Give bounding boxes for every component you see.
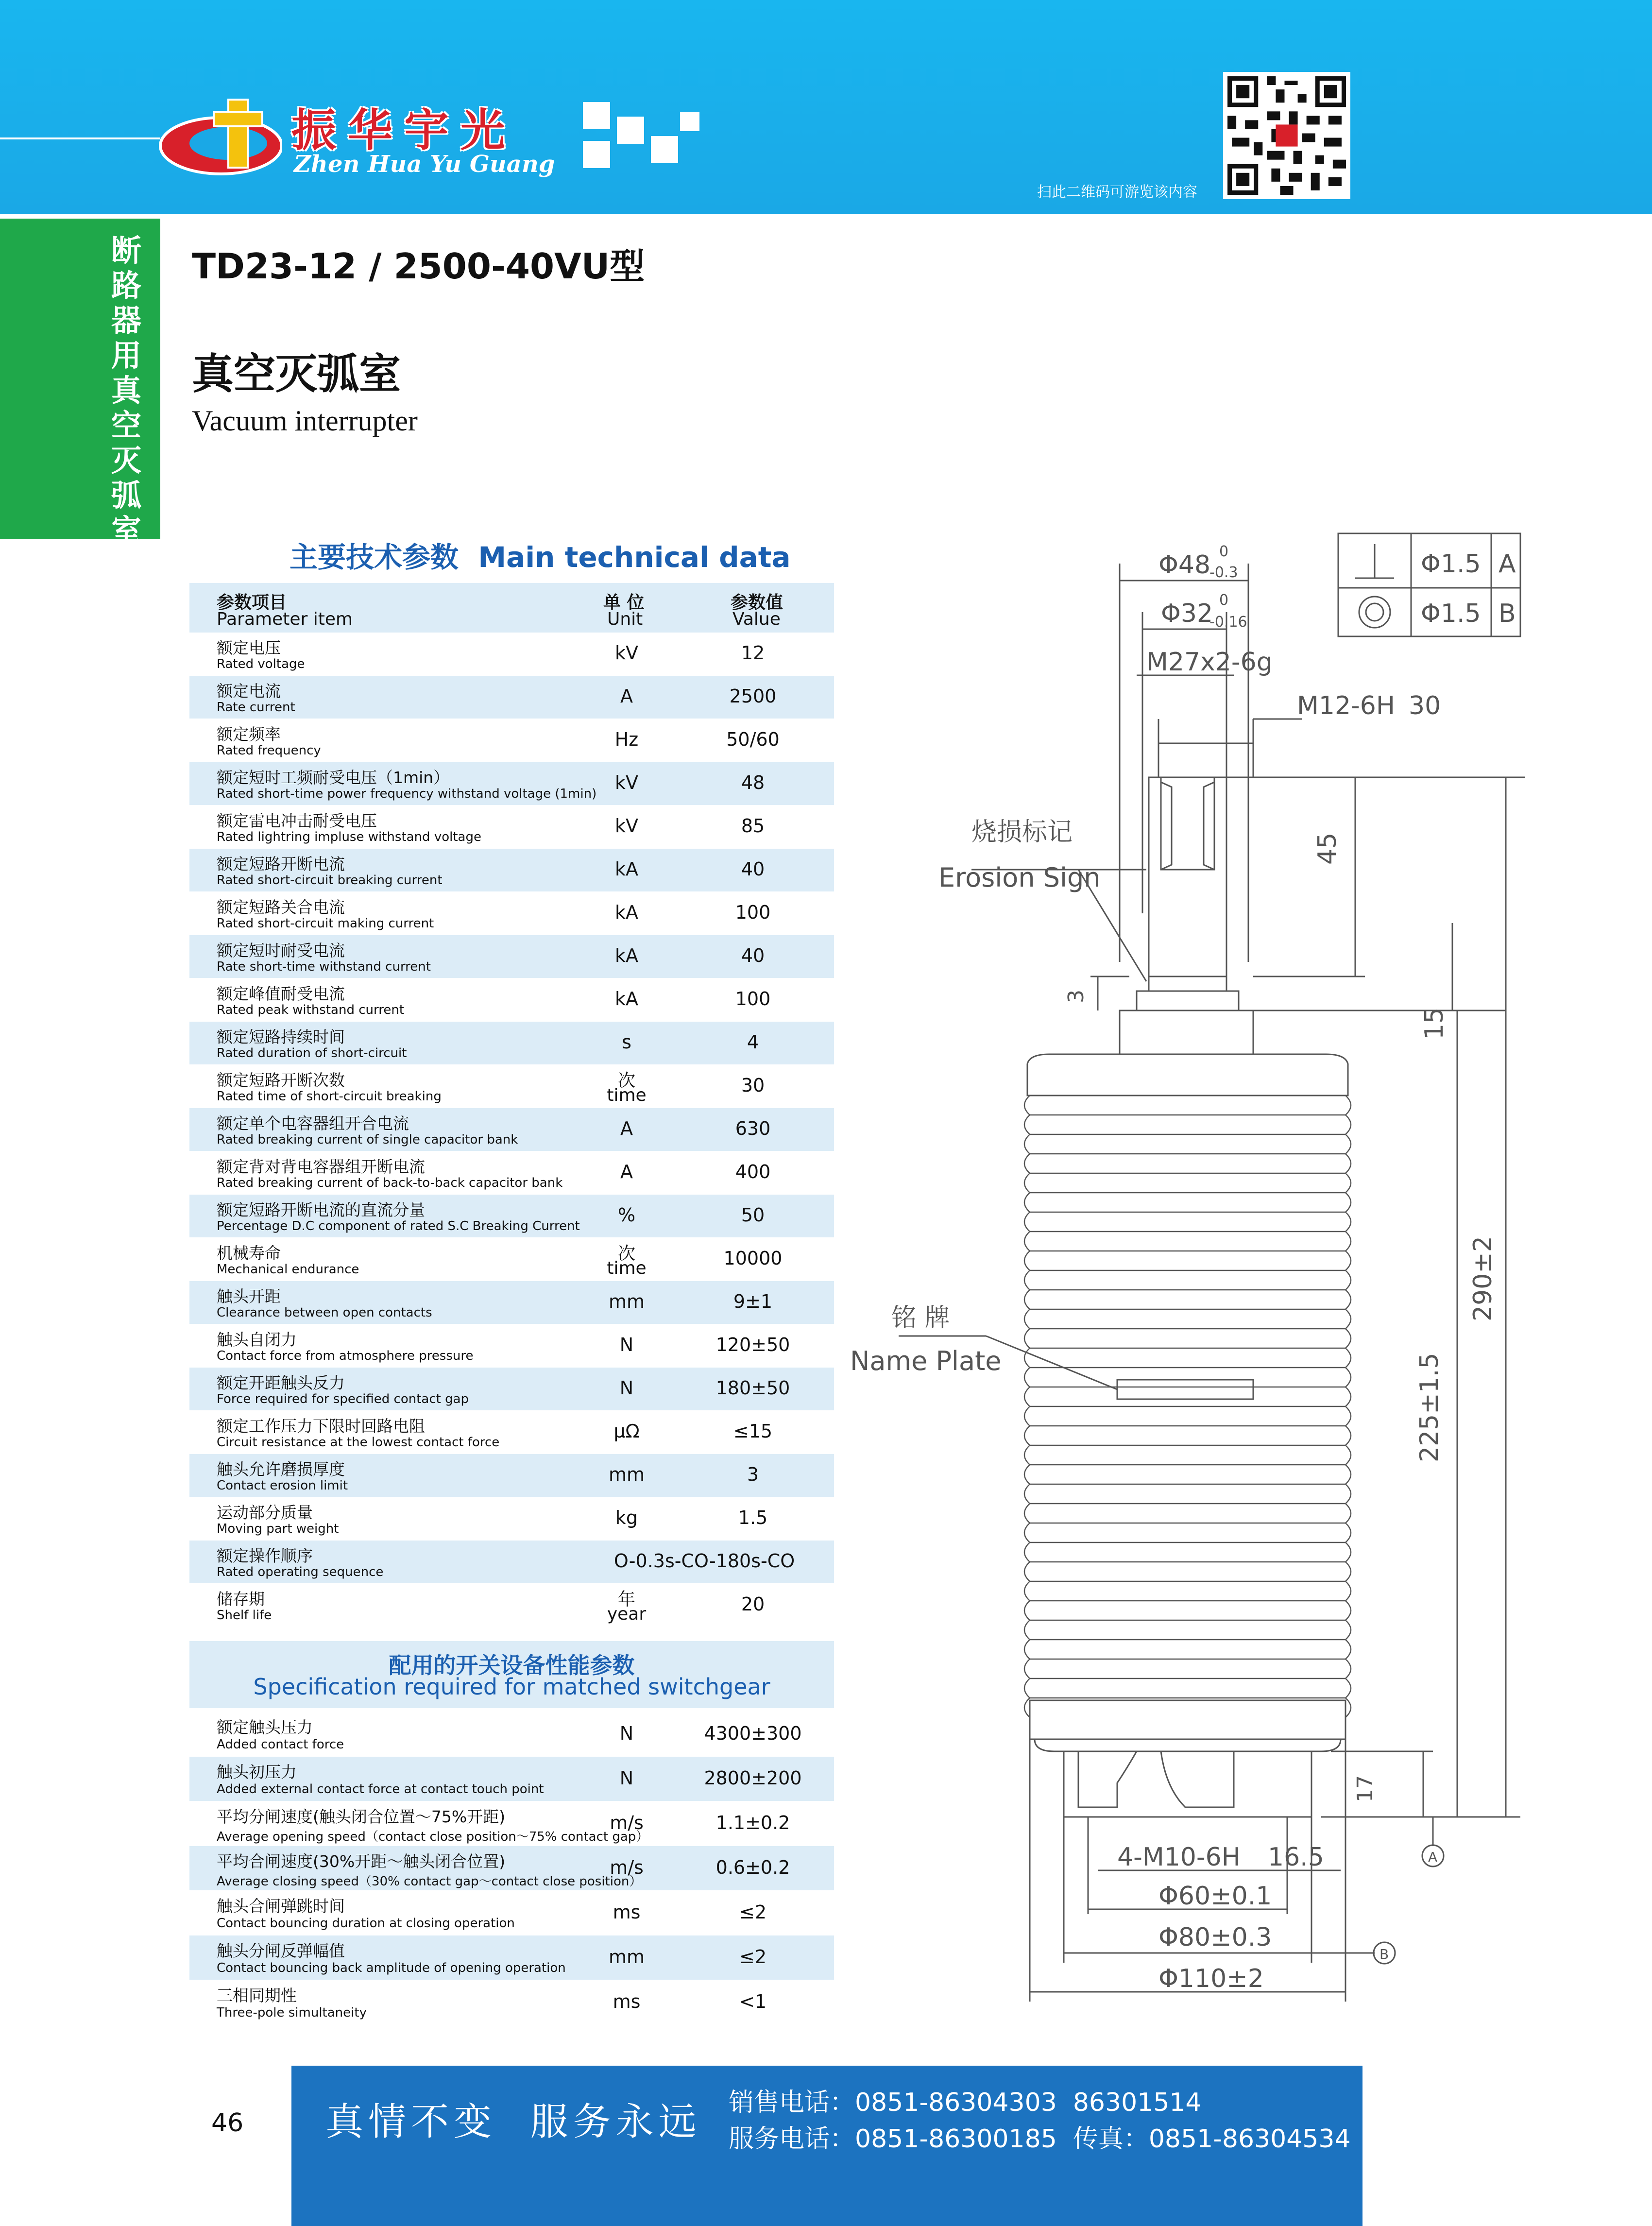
param-name-cn: 运动部分质量 bbox=[217, 1503, 313, 1522]
param-value: ≤15 bbox=[733, 1421, 773, 1442]
param-name-en: Moving part weight bbox=[217, 1522, 339, 1536]
dim-d48-tol-upper: 0 bbox=[1219, 543, 1229, 560]
param-name-en: Rated duration of short-circuit bbox=[217, 1046, 407, 1061]
param-value: 1.1±0.2 bbox=[715, 1812, 790, 1833]
param-name-en: Average closing speed（30% contact gap～contact close position） bbox=[217, 1874, 642, 1889]
param-unit: mm bbox=[608, 1464, 645, 1485]
erosion-sign-label-cn: 烧损标记 bbox=[971, 818, 1073, 847]
param-value: 180±50 bbox=[715, 1377, 790, 1399]
dim-d48: Φ48 bbox=[1158, 550, 1211, 580]
param-value: 400 bbox=[735, 1161, 771, 1182]
dim-d80: Φ80±0.3 bbox=[1158, 1923, 1272, 1952]
switchgear-spec-heading-en: Specification required for matched switchgear bbox=[253, 1674, 770, 1700]
param-unit: N bbox=[619, 1334, 634, 1355]
dim-15: 15 bbox=[1420, 1007, 1449, 1040]
param-name-cn: 储存期 bbox=[217, 1590, 265, 1609]
param-value: 12 bbox=[741, 642, 765, 664]
dim-45: 45 bbox=[1313, 832, 1342, 865]
table-row bbox=[189, 1497, 834, 1540]
table-row bbox=[189, 1801, 834, 1846]
param-name-en: Rated operating sequence bbox=[217, 1565, 384, 1579]
tech-data-table bbox=[189, 583, 834, 1624]
param-name-en: Rated lightring impluse withstand voltage bbox=[217, 830, 481, 844]
param-value: 9±1 bbox=[733, 1291, 773, 1312]
param-unit: A bbox=[620, 1161, 633, 1182]
table-row bbox=[189, 978, 834, 1021]
param-value: 4 bbox=[747, 1031, 759, 1053]
param-value: 1.5 bbox=[738, 1507, 768, 1528]
threaded-hole bbox=[1161, 777, 1214, 870]
param-name-cn: 额定短路开断电流的直流分量 bbox=[217, 1200, 425, 1219]
param-name-en: Three-pole simultaneity bbox=[217, 2005, 367, 2020]
param-name-cn: 触头允许磨损厚度 bbox=[217, 1460, 345, 1479]
name-plate-label-cn: 铭 牌 bbox=[891, 1303, 950, 1333]
param-name-cn: 额定短路关合电流 bbox=[217, 898, 345, 917]
product-title-en: Vacuum interrupter bbox=[192, 405, 418, 437]
param-name-en: Mechanical endurance bbox=[217, 1262, 359, 1277]
param-unit: kA bbox=[614, 858, 638, 880]
param-value: 30 bbox=[741, 1075, 765, 1096]
dim-225: 225±1.5 bbox=[1415, 1353, 1444, 1462]
table-row bbox=[189, 1281, 834, 1324]
table-row bbox=[189, 1368, 834, 1410]
param-name-en: Average opening speed（contact close position～75% contact gap） bbox=[217, 1829, 649, 1844]
tol-flatness-value: Φ1.5 bbox=[1421, 549, 1481, 579]
param-unit: m/s bbox=[610, 1856, 644, 1878]
param-value: 50 bbox=[741, 1204, 765, 1226]
param-unit: N bbox=[619, 1722, 634, 1744]
param-name-cn: 三相同期性 bbox=[217, 1986, 297, 2005]
decor-squares bbox=[583, 102, 709, 180]
dim-m10: 4-M10-6H bbox=[1117, 1843, 1241, 1872]
param-value: ≤2 bbox=[739, 1901, 767, 1923]
header-unit-cn: 单 位 bbox=[603, 593, 645, 613]
param-name-en: Circuit resistance at the lowest contact force bbox=[217, 1435, 500, 1450]
param-value: 2500 bbox=[729, 685, 777, 707]
param-name-cn: 额定电流 bbox=[217, 682, 281, 701]
param-unit-en: time bbox=[607, 1085, 647, 1105]
table-header-row bbox=[189, 583, 834, 633]
param-value: 20 bbox=[741, 1593, 765, 1615]
param-value: 2800±200 bbox=[704, 1767, 802, 1789]
param-name-cn: 额定单个电容器组开合电流 bbox=[217, 1114, 409, 1133]
param-unit: 次 bbox=[617, 1071, 635, 1091]
header-rule bbox=[0, 137, 160, 139]
param-unit-en: year bbox=[607, 1604, 647, 1624]
dim-d32: Φ32 bbox=[1161, 599, 1213, 628]
header-param-cn: 参数项目 bbox=[217, 593, 287, 613]
param-name-en: Contact erosion limit bbox=[217, 1478, 348, 1493]
param-name-cn: 额定开距触头反力 bbox=[217, 1373, 345, 1392]
qr-code-icon[interactable] bbox=[1223, 72, 1350, 199]
dim-17: 17 bbox=[1353, 1775, 1378, 1802]
sales-phone: 销售电话：0851-86304303 86301514 bbox=[729, 2088, 1202, 2117]
param-name-cn: 额定操作顺序 bbox=[217, 1546, 313, 1565]
param-name-en: Rated voltage bbox=[217, 657, 305, 671]
param-unit: kV bbox=[614, 642, 638, 664]
param-unit: kA bbox=[614, 945, 638, 966]
table-row bbox=[189, 1935, 834, 1980]
tol-coax-value: Φ1.5 bbox=[1421, 599, 1481, 628]
param-unit: kA bbox=[614, 902, 638, 923]
table-row bbox=[189, 935, 834, 978]
param-unit: 次 bbox=[617, 1244, 635, 1264]
param-name-en: Shelf life bbox=[217, 1608, 272, 1623]
tol-coax-datum: B bbox=[1499, 599, 1516, 628]
param-unit: N bbox=[619, 1377, 634, 1399]
param-value: 85 bbox=[741, 815, 765, 837]
param-value: 40 bbox=[741, 945, 765, 966]
dim-3: 3 bbox=[1064, 990, 1089, 1003]
param-name-cn: 平均分闸速度(触头闭合位置～75%开距) bbox=[217, 1807, 506, 1826]
param-value: 50/60 bbox=[726, 729, 780, 750]
table-row bbox=[189, 1065, 834, 1108]
param-name-cn: 触头开距 bbox=[217, 1287, 281, 1306]
param-name-cn: 机械寿命 bbox=[217, 1244, 281, 1263]
param-unit: μΩ bbox=[613, 1421, 640, 1442]
table-row bbox=[189, 1108, 834, 1151]
footer-slogan: 真情不变 服务永远 bbox=[325, 2100, 701, 2144]
param-name-en: Rated time of short-circuit breaking bbox=[217, 1089, 442, 1104]
param-name-en: Added contact force bbox=[217, 1737, 344, 1752]
param-name-cn: 额定电压 bbox=[217, 638, 281, 657]
page-number: 46 bbox=[211, 2108, 244, 2138]
lower-cover bbox=[1030, 1700, 1345, 1739]
param-unit: ms bbox=[613, 1901, 641, 1923]
param-name-en: Force required for specified contact gap bbox=[217, 1392, 469, 1406]
header-param-en: Parameter item bbox=[217, 609, 353, 629]
table-row bbox=[189, 1584, 834, 1627]
table-row bbox=[189, 676, 834, 719]
param-name-en: Rated short-circuit making current bbox=[217, 916, 434, 931]
table-row bbox=[189, 1022, 834, 1064]
datum-b-marker: B bbox=[1380, 1946, 1389, 1962]
param-unit: m/s bbox=[610, 1812, 644, 1833]
param-name-en: Rate current bbox=[217, 700, 295, 715]
param-unit: A bbox=[620, 1118, 633, 1139]
param-name-en: Rated frequency bbox=[217, 743, 321, 758]
dim-m12-depth: 30 bbox=[1409, 691, 1441, 720]
dim-m27: M27x2-6g bbox=[1146, 648, 1273, 677]
param-name-cn: 额定工作压力下限时回路电阻 bbox=[217, 1417, 425, 1436]
param-name-cn: 触头合闸弹跳时间 bbox=[217, 1897, 345, 1916]
param-unit: kV bbox=[614, 815, 638, 837]
param-name-en: Rated peak withstand current bbox=[217, 1003, 405, 1017]
table-row bbox=[189, 892, 834, 935]
model-number: TD23-12 / 2500-40VU型 bbox=[192, 246, 645, 287]
param-name-en: Rated short-time power frequency withstand voltage (1min) bbox=[217, 787, 597, 801]
dim-d60: Φ60±0.1 bbox=[1158, 1882, 1272, 1911]
param-name-en: Rated breaking current of back-to-back capacitor bank bbox=[217, 1176, 563, 1190]
param-name-cn: 触头分闸反弹幅值 bbox=[217, 1941, 345, 1960]
name-plate-label-en: Name Plate bbox=[850, 1346, 1002, 1376]
param-value: 48 bbox=[741, 772, 765, 793]
param-name-cn: 触头自闭力 bbox=[217, 1330, 297, 1349]
param-name-en: Contact force from atmosphere pressure bbox=[217, 1349, 474, 1363]
param-value: ≤2 bbox=[739, 1946, 767, 1968]
param-name-en: Added external contact force at contact touch point bbox=[217, 1781, 544, 1797]
table-row bbox=[189, 1846, 834, 1890]
table-row bbox=[189, 1324, 834, 1367]
param-name-cn: 额定触头压力 bbox=[217, 1718, 313, 1737]
switchgear-spec-heading-cn: 配用的开关设备性能参数 bbox=[389, 1652, 635, 1678]
erosion-sign-label-en: Erosion Sign bbox=[938, 862, 1101, 893]
param-unit: % bbox=[617, 1204, 636, 1226]
table-row bbox=[189, 805, 834, 848]
table-row bbox=[189, 1238, 834, 1281]
service-phone: 服务电话：0851-86300185 传真：0851-86304534 bbox=[729, 2124, 1351, 2154]
param-value: 0.6±0.2 bbox=[715, 1856, 790, 1878]
param-value: 4300±300 bbox=[704, 1722, 802, 1744]
param-name-en: Contact bouncing back amplitude of opening operation bbox=[217, 1960, 566, 1975]
dim-m12: M12-6H bbox=[1297, 691, 1395, 720]
dim-d48-tol-lower: -0.3 bbox=[1209, 564, 1238, 581]
qr-caption: 扫此二维码可游览该内容 bbox=[1037, 184, 1197, 201]
param-value: 40 bbox=[741, 858, 765, 880]
param-name-cn: 额定背对背电容器组开断电流 bbox=[217, 1157, 425, 1176]
param-name-cn: 额定短路持续时间 bbox=[217, 1027, 345, 1046]
param-name-en: Percentage D.C component of rated S.C Breaking Current bbox=[217, 1219, 580, 1233]
param-value: 100 bbox=[735, 988, 771, 1010]
interrupter-dimension-drawing bbox=[826, 525, 1652, 2021]
table-row bbox=[189, 1891, 834, 1935]
param-unit-en: time bbox=[607, 1258, 647, 1278]
product-title-cn: 真空灭弧室 bbox=[192, 350, 401, 398]
param-name-cn: 触头初压力 bbox=[217, 1763, 297, 1781]
param-unit: N bbox=[619, 1767, 634, 1789]
param-value: O-0.3s-CO-180s-CO bbox=[613, 1550, 795, 1572]
upper-cover bbox=[1027, 1054, 1348, 1096]
param-name-cn: 额定短路开断电流 bbox=[217, 855, 345, 873]
param-unit: mm bbox=[608, 1291, 645, 1312]
param-unit: s bbox=[622, 1031, 631, 1053]
switchgear-spec-table bbox=[189, 1712, 834, 2023]
category-side-tab-label: 断路器用真空灭弧室 bbox=[111, 233, 141, 548]
dim-d110: Φ110±2 bbox=[1158, 1964, 1264, 1993]
param-name-en: Rate short-time withstand current bbox=[217, 959, 431, 974]
param-name-cn: 额定短时耐受电流 bbox=[217, 941, 345, 960]
brand-logo-icon bbox=[155, 92, 282, 185]
param-name-cn: 额定短路开断次数 bbox=[217, 1071, 345, 1090]
param-name-en: Rated breaking current of single capacitor bank bbox=[217, 1132, 518, 1147]
param-value: 120±50 bbox=[715, 1334, 790, 1355]
table-row bbox=[189, 762, 834, 805]
param-unit: kA bbox=[614, 988, 638, 1010]
tech-data-heading: 主要技术参数 Main technical data bbox=[290, 541, 791, 574]
table-row bbox=[189, 1411, 834, 1454]
name-plate-box bbox=[1117, 1380, 1253, 1399]
dim-290: 290±2 bbox=[1468, 1236, 1498, 1321]
param-value: 100 bbox=[735, 902, 771, 923]
param-value: 630 bbox=[735, 1118, 771, 1139]
table-row bbox=[189, 1980, 834, 2024]
dim-d32-tol-lower: -0.16 bbox=[1209, 614, 1247, 631]
param-unit: kV bbox=[614, 772, 638, 793]
header-value-cn: 参数值 bbox=[731, 593, 783, 613]
datum-a-marker: A bbox=[1428, 1849, 1438, 1865]
brand-name-cn: 振华宇光 bbox=[291, 104, 517, 156]
param-unit: ms bbox=[613, 1990, 641, 2012]
param-name-cn: 额定短时工频耐受电压（1min） bbox=[217, 768, 450, 787]
dim-m10-depth: 16.5 bbox=[1268, 1843, 1324, 1872]
param-value: 3 bbox=[747, 1464, 759, 1485]
table-row bbox=[189, 1757, 834, 1801]
param-unit: kg bbox=[615, 1507, 638, 1528]
param-name-cn: 额定频率 bbox=[217, 725, 281, 744]
table-row bbox=[189, 633, 834, 675]
param-unit: 年 bbox=[617, 1590, 635, 1610]
table-row bbox=[189, 719, 834, 762]
param-value: <1 bbox=[739, 1990, 767, 2012]
brand-name-en: Zhen Hua Yu Guang bbox=[294, 151, 555, 178]
header-value-en: Value bbox=[732, 609, 781, 629]
param-unit: mm bbox=[608, 1946, 645, 1968]
param-unit: A bbox=[620, 685, 633, 707]
dim-d32-tol-upper: 0 bbox=[1219, 592, 1229, 609]
table-row bbox=[189, 1151, 834, 1194]
param-unit: Hz bbox=[614, 729, 639, 750]
param-name-cn: 额定峰值耐受电流 bbox=[217, 984, 345, 1003]
param-value: 10000 bbox=[723, 1248, 783, 1269]
param-name-en: Contact bouncing duration at closing operation bbox=[217, 1916, 515, 1931]
param-name-en: Rated short-circuit breaking current bbox=[217, 873, 443, 888]
param-name-cn: 额定雷电冲击耐受电压 bbox=[217, 811, 377, 830]
upper-flange bbox=[1120, 1010, 1253, 1054]
table-row bbox=[189, 849, 834, 891]
param-name-cn: 平均合闸速度(30%开距～触头闭合位置) bbox=[217, 1852, 506, 1871]
param-name-en: Clearance between open contacts bbox=[217, 1305, 432, 1320]
header-unit-en: Unit bbox=[607, 609, 643, 629]
tol-flatness-datum: A bbox=[1499, 549, 1516, 579]
table-row bbox=[189, 1454, 834, 1497]
table-row bbox=[189, 1712, 834, 1756]
table-row bbox=[189, 1195, 834, 1237]
table-row bbox=[189, 1541, 834, 1583]
